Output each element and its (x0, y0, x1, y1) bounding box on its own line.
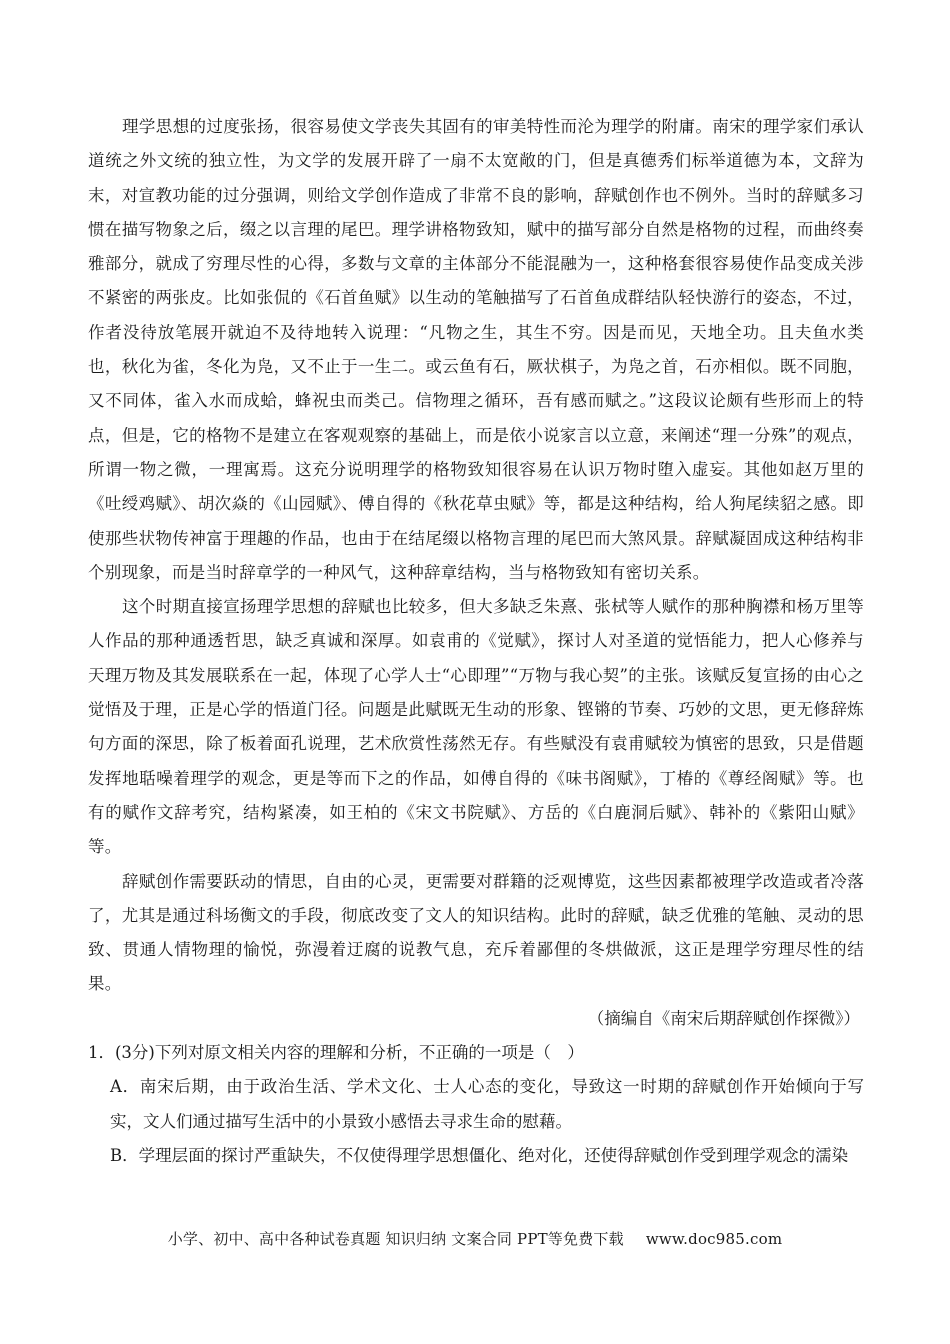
question-option-b: B．学理层面的探讨严重缺失，不仅使得理学思想僵化、绝对化，还使得辞赋创作受到理学观念的濡染 (110, 1145, 849, 1165)
article-source: （摘编自《南宋后期辞赋创作探微》） (587, 1008, 860, 1028)
page-footer (0, 1228, 950, 1249)
footer-url[interactable]: www.doc985.com (645, 1230, 783, 1248)
document-body (88, 110, 864, 1173)
question-stem: 1．(3分)下列对原文相关内容的理解和分析，不正确的一项是（ ） (88, 1043, 584, 1063)
article-paragraph-1: 理学思想的过度张扬，很容易使文学丧失其固有的审美特性而沦为理学的附庸。南宋的理学家们承认道统之外文统的独立性，为文学的发展开辟了一扇不太宽敞的门，但是真德秀们标举道德为本，文辞为末，对宣教功能的过分强调，则给文学创作造成了非常不良的影响，辞赋创作也不例外。当时的辞赋多习惯在描写物象之后，缀之以言理的尾巴。理学讲格物致知，赋中的描写部分自然是格物的过程，而曲终奏雅部分，就成了穷理尽性的心得，多数与文章的主体部分不能混融为一，这种格套很容易使作品变成关涉不紧密的两张皮。比如张侃的《石首鱼赋》以生动的笔触描写了石首鱼成群结队轻快游行的姿态，不过，作者没待放笔展开就迫不及待地转入说理：“凡物之生，其生不穷。因是而见，天地全功。且夫鱼水类也，秋化为雀，冬化为凫，又不止于一生二。或云鱼有石，厥状棋子，为凫之首，石亦相似。既不同胞，又不同体，雀入水而成蛤，蜂祝虫而类己。信物理之循环，吾有感而赋之。”这段议论颇有些形而上的特点，但是，它的格物不是建立在客观观察的基础上，而是依小说家言以立意，来阐述“理一分殊”的观点，所谓一物之微，一理寓焉。这充分说明理学的格物致知很容易在认识万物时堕入虚妄。其他如赵万里的《吐绶鸡赋》、胡次焱的《山园赋》、傅自得的《秋花草虫赋》等，都是这种结构，给人狗尾续貂之感。即使那些状物传神富于理趣的作品，也由于在结尾缀以格物言理的尾巴而大煞风景。辞赋凝固成这种结构非个别现象，而是当时辞章学的一种风气，这种辞章结构，当与格物致知有密切关系。 (88, 117, 864, 582)
article-paragraph-3: 辞赋创作需要跃动的情思，自由的心灵，更需要对群籍的泛观博览，这些因素都被理学改造或者冷落了，尤其是通过科场衡文的手段，彻底改变了文人的知识结构。此时的辞赋，缺乏优雅的笔触、灵动的思致、贯通人情物理的愉悦，弥漫着迂腐的说教气息，充斥着鄙俚的冬烘做派，这正是理学穷理尽性的结果。 (88, 871, 864, 994)
question-option-a: A．南宋后期，由于政治生活、学术文化、士人心态的变化，导致这一时期的辞赋创作开始倾向于写实，文人们通过描写生活中的小景致小感悟去寻求生命的慰藉。 (110, 1077, 864, 1131)
footer-text: 小学、初中、高中各种试卷真题 知识归纳 文案合同 PPT等免费下载 (167, 1230, 624, 1248)
article-paragraph-2: 这个时期直接宣扬理学思想的辞赋也比较多，但大多缺乏朱熹、张栻等人赋作的那种胸襟和杨万里等人作品的那种通透哲思，缺乏真诚和深厚。如袁甫的《觉赋》，探讨人对圣道的觉悟能力，把人心修养与天理万物及其发展联系在一起，体现了心学人士“心即理”“万物与我心契”的主张。该赋反复宣扬的由心之觉悟及于理，正是心学的悟道门径。问题是此赋既无生动的形象、铿锵的节奏、巧妙的文思，更无修辞炼句方面的深思，除了板着面孔说理，艺术欣赏性荡然无存。有些赋没有袁甫赋较为慎密的思致，只是借题发挥地聒噪着理学的观念，更是等而下之的作品，如傅自得的《味书阁赋》，丁椿的《尊经阁赋》等。也有的赋作文辞考究，结构紧凑，如王柏的《宋文书院赋》、方岳的《白鹿洞后赋》、韩补的《紫阳山赋》等。 (88, 597, 864, 857)
